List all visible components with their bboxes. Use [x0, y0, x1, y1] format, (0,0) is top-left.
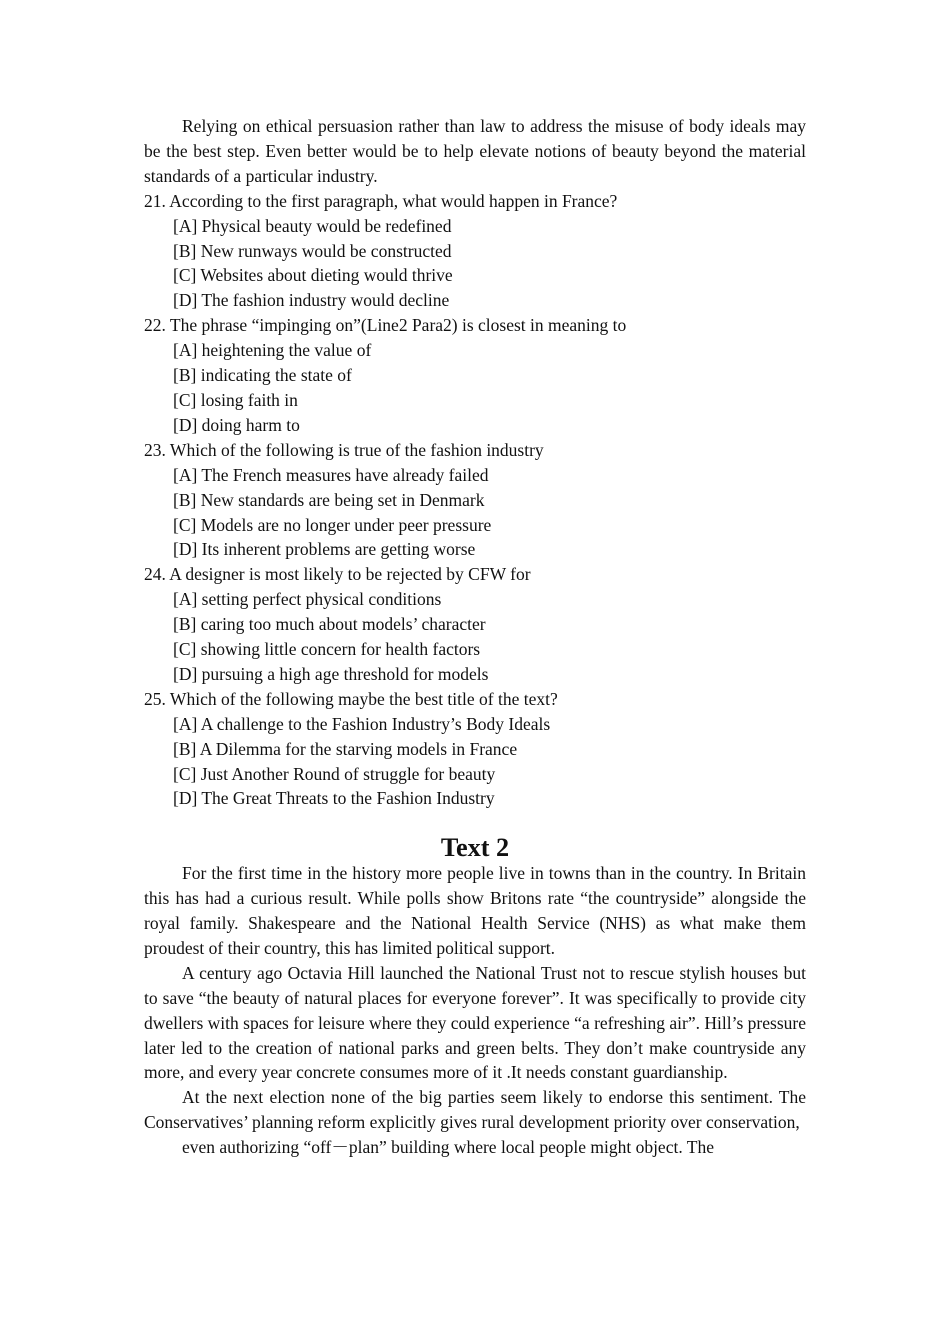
option-b: [B] indicating the state of [173, 365, 352, 386]
option-d: [D] doing harm to [173, 414, 300, 435]
text2-paragraph-3: At the next election none of the big parties seem likely to endorse this sentiment. The Conservatives’ planning reform explicitly gives rural development priority over conservation, [144, 1087, 806, 1133]
option-b: [B] New runways would be constructed [173, 240, 452, 261]
option-a: [A] The French measures have already failed [173, 464, 489, 485]
option-a: [A] Physical beauty would be redefined [173, 215, 452, 236]
question-23 [144, 438, 806, 563]
option-c: [C] Websites about dieting would thrive [173, 265, 453, 286]
question-stem: 23. Which of the following is true of the fashion industry [144, 439, 544, 460]
question-stem: 22. The phrase “impinging on”(Line2 Para2) is closest in meaning to [144, 315, 627, 336]
option-a: [A] heightening the value of [173, 340, 372, 361]
text2-paragraph-2: A century ago Octavia Hill launched the National Trust not to rescue stylish houses but to save “the beauty of natural places for everyone forever”. It was specifically to provide city dwellers with spaces for leisure where they could experience “a refreshing air”. Hill’s pressure later led to the creation of national parks and green belts. They don’t make countryside any more, and every year concrete consumes more of it .It needs constant guardianship. [144, 962, 806, 1083]
intro-paragraph: Relying on ethical persuasion rather than law to address the misuse of body ideals may be the best step. Even better would be to help elevate notions of beauty beyond the material standards of a particular industry. [144, 116, 806, 186]
question-24 [144, 562, 806, 687]
option-c: [C] Just Another Round of struggle for beauty [173, 763, 496, 784]
document-page [144, 114, 806, 1160]
question-stem: 24. A designer is most likely to be rejected by CFW for [144, 564, 531, 585]
option-d: [D] pursuing a high age threshold for models [173, 663, 489, 684]
option-b: [B] New standards are being set in Denmark [173, 489, 485, 510]
question-22 [144, 313, 806, 438]
option-c: [C] losing faith in [173, 389, 298, 410]
option-d: [D] Its inherent problems are getting worse [173, 539, 476, 560]
question-25 [144, 687, 806, 812]
option-c: [C] showing little concern for health factors [173, 639, 481, 660]
text2-paragraph-4: even authorizing “off－plan” building where local people might object. The [182, 1137, 714, 1158]
option-c: [C] Models are no longer under peer pressure [173, 514, 492, 535]
question-21 [144, 189, 806, 314]
text2-paragraph-1: For the first time in the history more people live in towns than in the country. In Britain this has had a curious result. While polls show Britons rate “the countryside” alongside the royal family. Shakespeare and the National Health Service (NHS) as what make them proudest of their country, this has limited political support. [144, 863, 806, 958]
option-b: [B] A Dilemma for the starving models in France [173, 738, 518, 759]
option-a: [A] A challenge to the Fashion Industry’s Body Ideals [173, 713, 551, 734]
question-stem: 21. According to the first paragraph, what would happen in France? [144, 190, 618, 211]
option-b: [B] caring too much about models’ character [173, 614, 486, 635]
option-a: [A] setting perfect physical conditions [173, 589, 442, 610]
section-title-text-2: Text 2 [440, 833, 510, 863]
question-stem: 25. Which of the following maybe the best title of the text? [144, 688, 558, 709]
option-d: [D] The Great Threats to the Fashion Industry [173, 788, 495, 809]
option-d: [D] The fashion industry would decline [173, 290, 450, 311]
